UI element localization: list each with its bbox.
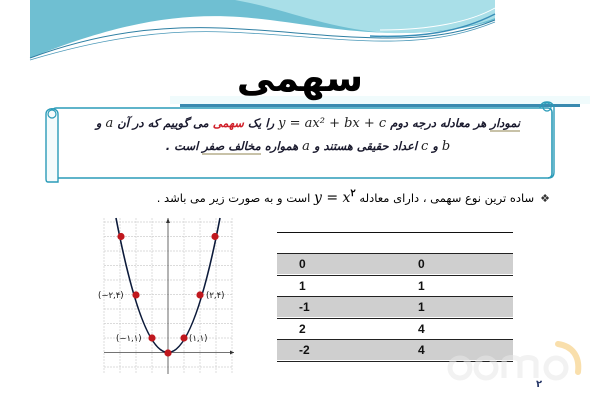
underlined-phrase-nonzero: مخالف صفر [202,139,261,153]
bullet-statement: ❖ساده ترین نوع سهمی ، دارای معادله $y = x^۲$ است و به صورت زیر می باشد . [156,188,550,206]
table-row: 2 4 [277,318,513,339]
header-wave-banner [0,0,600,62]
highlighted-term-parabola: سهمی [212,116,244,130]
page-title: سهمی [236,56,364,100]
point-label-neg2-4: (−۲,۴) [98,291,124,301]
quadratic-equation: y = ax² + bx + c [278,116,387,131]
watermark-logo [440,338,590,388]
page-number: ۲ [536,379,543,390]
diamond-bullet-icon: ❖ [540,192,550,205]
table-row: 1 1 [277,275,513,296]
point-label-pos1-1: (۱,۱) [189,334,208,344]
table-row: -2 4 [277,339,513,360]
table-row: -1 1 [277,296,513,317]
table-header-rule [277,232,513,233]
definition-text [72,112,544,158]
table-row: 0 0 [277,253,513,274]
point-label-neg1-1: (−۱,۱) [116,334,142,344]
underlined-word-graph: نمودار [490,116,521,130]
simple-parabola-equation: $y = x^۲$ [313,188,356,206]
point-label-pos2-4: (۲,۴) [206,291,225,301]
definition-line-2: b و c اعداد حقیقی هستند و a همواره مخالف صفر است . [165,139,451,154]
parabola-graph [96,212,246,382]
definition-line-1: نمودار هر معادله درجه دوم y = ax² + bx + c را یک سهمی می گوییم که در آن a و [95,116,521,131]
